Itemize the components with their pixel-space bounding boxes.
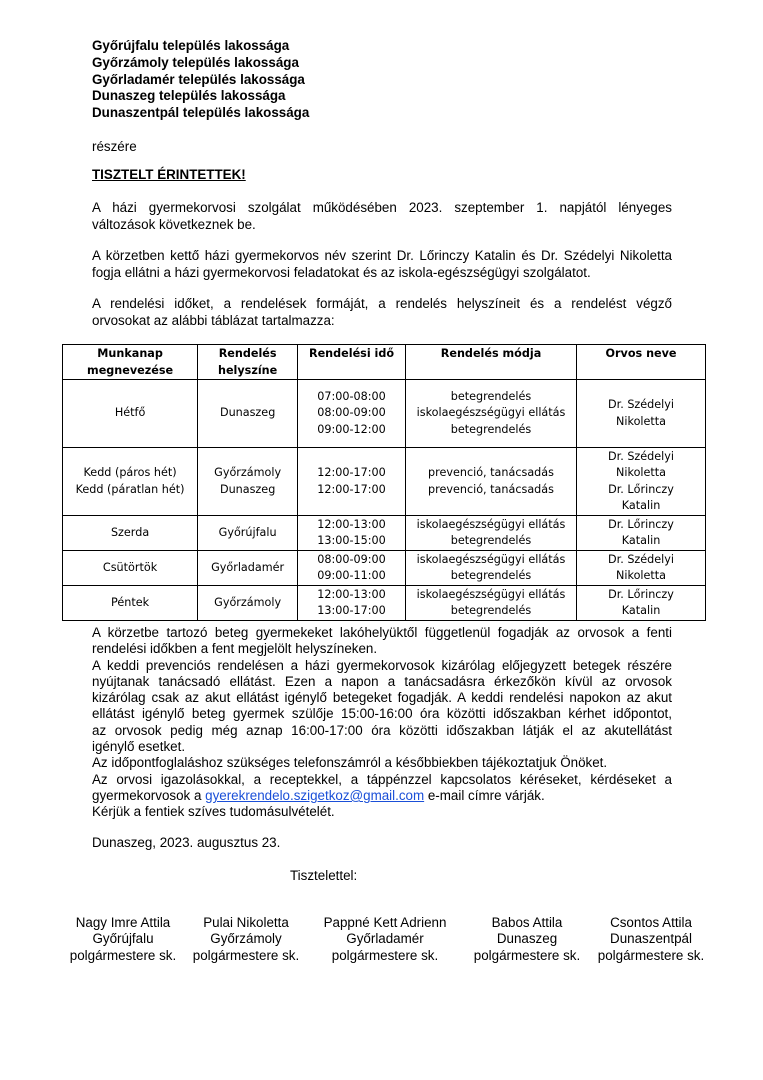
- signature-name: Pappné Kett Adrienn: [323, 915, 447, 930]
- recipient-line: Győrladamér település lakossága: [92, 71, 305, 87]
- time-cell-line: 13:00-15:00: [317, 534, 386, 548]
- time-cell: [298, 551, 406, 586]
- signature: [462, 915, 592, 964]
- body-line: Az orvosi igazolásokkal, a receptekkel, a táppénzzel kapcsolatos kéréseket, kérdéseket a: [92, 771, 672, 787]
- signature-name: Babos Attila: [491, 915, 563, 930]
- time-cell-line: 09:00-11:00: [317, 569, 386, 583]
- place-cell-line: Győrladamér: [211, 560, 285, 574]
- mode-cell-line: iskolaegészségügyi ellátás: [416, 587, 566, 601]
- day-cell: [63, 448, 198, 516]
- body-text: [92, 625, 672, 821]
- email-line-after: e-mail címre várják.: [424, 787, 545, 803]
- signature: [586, 915, 716, 964]
- paragraph-line: A rendelési időket, a rendelések formáját, a rendelés helyszíneit és a rendelést végző: [92, 296, 672, 311]
- time-cell: [298, 586, 406, 621]
- signature-town: Dunaszeg: [496, 931, 558, 947]
- header-doctor: [577, 345, 706, 380]
- signature-name: Pulai Nikoletta: [203, 915, 289, 930]
- schedule-table: [62, 344, 706, 621]
- body-line: igénylő esetket.: [92, 739, 186, 755]
- signature: [181, 915, 311, 964]
- doctor-cell-line: Dr. Szédelyi: [608, 398, 675, 412]
- place-cell: [198, 516, 298, 551]
- recipient-line: Dunaszentpál település lakossága: [92, 105, 310, 121]
- signature-name: Csontos Attila: [610, 915, 692, 930]
- doctor-cell: [577, 380, 706, 448]
- body-line: rendelési időkben a fent megjelölt helyszíneken.: [92, 641, 378, 657]
- signature-town: Győrújfalu: [92, 931, 154, 947]
- mode-cell-line: iskolaegészségügyi ellátás: [416, 552, 566, 566]
- doctor-cell: [577, 516, 706, 551]
- time-cell-line: 13:00-17:00: [317, 604, 386, 618]
- mode-cell-line: iskolaegészségügyi ellátás: [416, 406, 566, 420]
- day-cell: [63, 551, 198, 586]
- header-time: [298, 345, 406, 380]
- table-row: [63, 380, 706, 448]
- header-workday: [63, 345, 198, 380]
- body-line: Az időpontfoglaláshoz szükséges telefonszámról a későbbiekben tájékoztatjuk Önöket.: [92, 755, 608, 771]
- day-cell: [63, 380, 198, 448]
- mode-cell: [405, 380, 576, 448]
- time-cell-line: 12:00-13:00: [317, 587, 386, 601]
- mode-cell-line: prevenció, tanácsadás: [428, 466, 554, 480]
- doctor-cell-line: Dr. Szédelyi: [608, 449, 675, 463]
- place-cell-line: Dunaszeg: [219, 482, 276, 496]
- header-line: Rendelés: [218, 347, 277, 360]
- signature: [320, 915, 450, 964]
- signature-title: polgármestere sk.: [597, 947, 705, 963]
- header-line: Rendelési idő: [308, 347, 395, 360]
- doctor-cell-line: Katalin: [621, 604, 661, 618]
- place-cell-line: Győrzámoly: [214, 466, 282, 480]
- place-cell-line: Dunaszeg: [219, 406, 276, 420]
- doctor-cell-line: Dr. Lőrinczy: [608, 517, 674, 531]
- mode-cell-line: iskolaegészségügyi ellátás: [416, 517, 566, 531]
- day-cell-line: Hétfő: [114, 406, 146, 420]
- time-cell-line: 07:00-08:00: [317, 389, 386, 403]
- table-header-row: [63, 345, 706, 380]
- recipient-line: Győrzámoly település lakossága: [92, 54, 299, 70]
- header-line: Orvos neve: [605, 347, 677, 360]
- day-cell-line: Kedd (páros hét): [83, 466, 177, 480]
- signature-title: polgármestere sk.: [192, 947, 300, 963]
- time-cell-line: 08:00-09:00: [317, 552, 386, 566]
- for-label: részére: [92, 139, 137, 154]
- paragraph-line: A körzetben kettő házi gyermekorvos név szerint Dr. Lőrinczy Katalin és Dr. Szédelyi Nikoletta: [92, 248, 672, 263]
- time-cell-line: 12:00-13:00: [317, 517, 386, 531]
- salutation-heading: TISZTELT ÉRINTETTEK!: [92, 167, 246, 182]
- signature-name: Nagy Imre Attila: [75, 915, 171, 930]
- place-cell: [198, 448, 298, 516]
- mode-cell: [405, 551, 576, 586]
- day-cell-line: Csütörtök: [102, 560, 158, 574]
- recipient-line: Győrújfalu település lakossága: [92, 38, 290, 53]
- doctor-cell: [577, 586, 706, 621]
- recipient-line: Dunaszeg település lakossága: [92, 88, 286, 104]
- day-cell: [63, 586, 198, 621]
- paragraph-line: A házi gyermekorvosi szolgálat működésében 2023. szeptember 1. napjától lényeges: [92, 200, 672, 215]
- paragraph-line: orvosokat az alábbi táblázat tartalmazza:: [92, 312, 335, 328]
- time-cell-line: 12:00-17:00: [317, 482, 386, 496]
- signature-title: polgármestere sk.: [331, 947, 439, 963]
- signature-town: Dunaszentpál: [610, 931, 692, 947]
- doctor-cell-line: Nikoletta: [616, 414, 667, 428]
- body-line: A keddi prevenciós rendelésen a házi gyermekorvosok kizárólag előjegyzett betegek részére: [92, 657, 672, 673]
- regards: Tisztelettel:: [290, 868, 358, 883]
- mode-cell: [405, 586, 576, 621]
- day-cell: [63, 516, 198, 551]
- time-cell-line: 08:00-09:00: [317, 406, 386, 420]
- place-cell: [198, 380, 298, 448]
- doctor-cell: [577, 551, 706, 586]
- signature: [58, 915, 188, 964]
- time-cell: [298, 448, 406, 516]
- header-location: [198, 345, 298, 380]
- header-line: Rendelés módja: [440, 347, 542, 360]
- doctor-cell-line: Katalin: [621, 499, 661, 513]
- header-line: Munkanap: [97, 347, 163, 360]
- time-cell: [298, 380, 406, 448]
- body-line: az orvosok pedig még aznap 16:00-17:00 óra közötti időszakban látják el az akutellátást: [92, 722, 672, 738]
- body-line: nyújtanak tanácsadó ellátást. Ezen a napon a tanácsadásra érkezőkön kívül az orvosok: [92, 673, 672, 689]
- table-row: [63, 586, 706, 621]
- header-mode: [405, 345, 576, 380]
- signature-town: Győrladamér: [346, 931, 424, 947]
- email-link[interactable]: gyerekrendelo.szigetkoz@gmail.com: [205, 787, 425, 803]
- paragraph-line: változások következnek be.: [92, 216, 256, 232]
- table-row: [63, 516, 706, 551]
- header-line: helyszíne: [218, 363, 278, 377]
- table-row: [63, 551, 706, 586]
- paragraph-line: fogja ellátni a házi gyermekorvosi feladatokat és az iskola-egészségügyi szolgálatot.: [92, 264, 591, 280]
- header-line: megnevezése: [87, 363, 174, 377]
- doctor-cell-line: Katalin: [621, 534, 661, 548]
- doctor-cell-line: Nikoletta: [616, 466, 667, 480]
- doctor-cell: [577, 448, 706, 516]
- body-line: kizárólag csak az akut ellátást igénylő betegeket fogadják. A keddi rendelési napokon az akut: [92, 690, 672, 706]
- signature-title: polgármestere sk.: [473, 947, 581, 963]
- doctor-cell-line: Dr. Szédelyi: [608, 552, 675, 566]
- signature-town: Győrzámoly: [210, 931, 282, 947]
- day-cell-line: Szerda: [110, 525, 150, 539]
- email-line-before: gyermekorvosok a: [92, 787, 206, 803]
- signature-title: polgármestere sk.: [69, 947, 177, 963]
- time-cell-line: 12:00-17:00: [317, 466, 386, 480]
- email-line: [92, 788, 672, 804]
- place-cell: [198, 551, 298, 586]
- time-cell: [298, 516, 406, 551]
- place-cell-line: Győrzámoly: [214, 595, 282, 609]
- doctor-cell-line: Dr. Lőrinczy: [608, 482, 674, 496]
- place-date: Dunaszeg, 2023. augusztus 23.: [92, 835, 281, 850]
- mode-cell-line: betegrendelés: [450, 422, 532, 436]
- mode-cell-line: prevenció, tanácsadás: [428, 482, 554, 496]
- paragraph-doctors: [92, 248, 672, 281]
- mode-cell-line: betegrendelés: [450, 389, 532, 403]
- time-cell-line: 09:00-12:00: [317, 422, 386, 436]
- recipients-block: [92, 38, 309, 122]
- day-cell-line: Kedd (páratlan hét): [75, 482, 185, 496]
- paragraph-intro: [92, 200, 672, 233]
- place-cell-line: Győrújfalu: [218, 525, 277, 539]
- mode-cell: [405, 448, 576, 516]
- closing-line: Kérjük a fentiek szíves tudomásulvételét.: [92, 804, 335, 820]
- mode-cell-line: betegrendelés: [450, 534, 532, 548]
- paragraph-table-intro: [92, 296, 672, 329]
- mode-cell: [405, 516, 576, 551]
- body-line: ellátást igénylő beteg gyermek szülője 15:00-16:00 óra közötti időszakban kérhet időpontot,: [92, 706, 672, 722]
- doctor-cell-line: Nikoletta: [616, 569, 667, 583]
- day-cell-line: Péntek: [111, 595, 150, 609]
- mode-cell-line: betegrendelés: [450, 604, 532, 618]
- mode-cell-line: betegrendelés: [450, 569, 532, 583]
- body-line: A körzetbe tartozó beteg gyermekeket lakóhelyüktől függetlenül fogadják az orvosok a fenti: [92, 625, 672, 640]
- place-cell: [198, 586, 298, 621]
- table-row: [63, 448, 706, 516]
- doctor-cell-line: Dr. Lőrinczy: [608, 587, 674, 601]
